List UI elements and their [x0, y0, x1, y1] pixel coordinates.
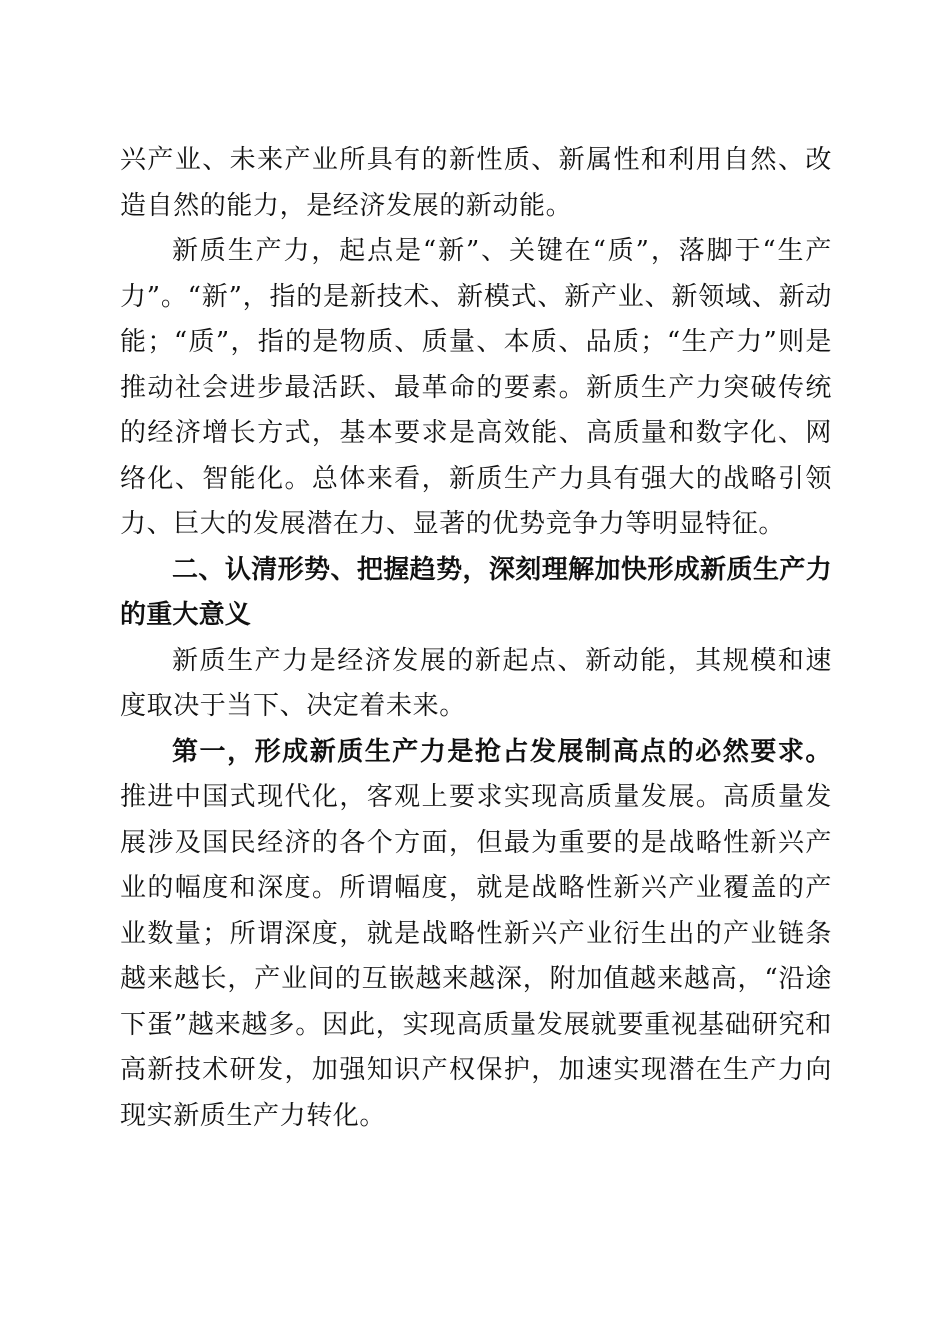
- document-body: [120, 138, 832, 1139]
- paragraph-lead-sentence: 第一，形成新质生产力是抢占发展制高点的必然要求。: [172, 736, 832, 767]
- paragraph-body-text: 推进中国式现代化，客观上要求实现高质量发展。高质量发展涉及国民经济的各个方面，但最为重要的是战略性新兴产业的幅度和深度。所谓幅度，就是战略性新兴产业覆盖的产业数量；所谓深度，就是战略性新兴产业衍生出的产业链条越来越长，产业间的互嵌越来越深，附加值越来越高，“沿途下蛋”越来越多。因此，实现高质量发展就要重视基础研究和高新技术研发，加强知识产权保护，加速实现潜在生产力向现实新质生产力转化。: [120, 782, 832, 1131]
- paragraph-intro: 新质生产力是经济发展的新起点、新动能，其规模和速度取决于当下、决定着未来。: [120, 645, 832, 721]
- paragraph-continued: 兴产业、未来产业所具有的新性质、新属性和利用自然、改造自然的能力，是经济发展的新动能。: [120, 145, 832, 221]
- paragraph-first-point: [120, 730, 832, 1140]
- paragraph-new-quality-productivity: 新质生产力，起点是“新”、关键在“质”，落脚于“生产力”。“新”，指的是新技术、新模式、新产业、新领域、新动能；“质”，指的是物质、质量、本质、品质；“生产力”则是推动社会进步最活跃、最革命的要素。新质生产力突破传统的经济增长方式，基本要求是高效能、高质量和数字化、网络化、智能化。总体来看，新质生产力具有强大的战略引领力、巨大的发展潜在力、显著的优势竞争力等明显特征。: [120, 236, 832, 539]
- section-heading: 二、认清形势、把握趋势，深刻理解加快形成新质生产力的重大意义: [120, 554, 832, 630]
